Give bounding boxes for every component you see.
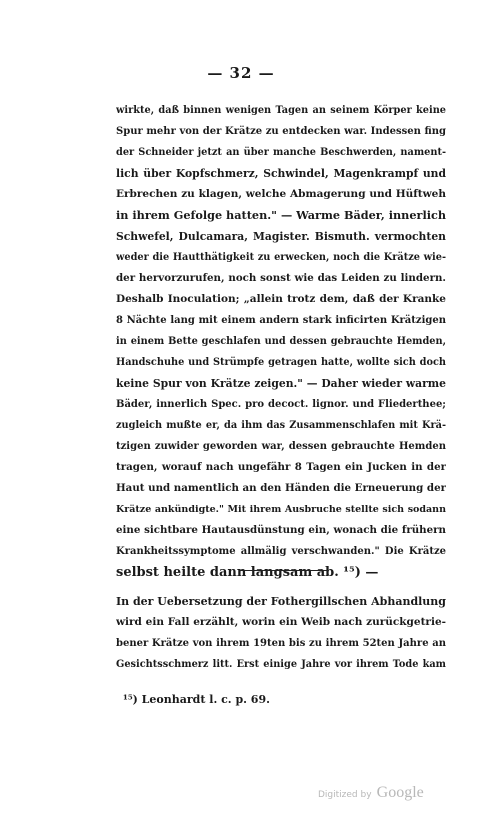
- text-line: Bäder, innerlich Spec. pro decoct. lignor. und Fliederthee;: [116, 399, 446, 410]
- text-line: zugleich mußte er, da ihm das Zusammenschlafen mit Krä-: [116, 420, 446, 431]
- text-line: tzigen zuwider geworden war, dessen gebrauchte Hemden: [116, 441, 446, 452]
- section-divider: [240, 570, 328, 571]
- text-line: Deshalb Inoculation; „allein trotz dem, daß der Kranke: [116, 293, 446, 305]
- text-line: 8 Nächte lang mit einem andern stark inficirten Krätzigen: [116, 315, 446, 326]
- text-line: in ihrem Gefolge hatten." — Warme Bäder, innerlich: [116, 208, 446, 222]
- text-line: tragen, worauf nach ungefähr 8 Tagen ein Jucken in der: [116, 461, 446, 473]
- text-line: In der Uebersetzung der Fothergillschen Abhandlung: [116, 595, 446, 608]
- text-line: Haut und namentlich an den Händen die Erneuerung der: [116, 482, 446, 494]
- footnote: ¹⁵) Leonhardt l. c. p. 69.: [123, 693, 270, 706]
- page-number: — 32 —: [207, 64, 275, 82]
- text-line: keine Spur von Krätze zeigen." — Daher wieder warme: [116, 377, 446, 390]
- text-line: lich über Kopfschmerz, Schwindel, Magenkrampf und: [116, 167, 446, 180]
- digitized-by-label: Digitized by: [318, 790, 372, 800]
- text-line: Krankheitssymptome allmälig verschwanden." Die Krätze: [116, 546, 446, 557]
- text-line: Gesichtsschmerz litt. Erst einige Jahre vor ihrem Tode kam: [116, 659, 446, 670]
- text-line: selbst heilte dann langsam ab. ¹⁵) —: [116, 565, 379, 580]
- text-line: wird ein Fall erzählt, worin ein Weib nach zurückgetrie-: [116, 616, 446, 628]
- text-line: bener Krätze von ihrem 19ten bis zu ihrem 52ten Jahre an: [116, 638, 446, 649]
- text-line: Handschuhe und Strümpfe getragen hatte, wollte sich doch: [116, 357, 446, 368]
- text-line: wirkte, daß binnen wenigen Tagen an seinem Körper keine: [116, 105, 446, 116]
- text-line: Schwefel, Dulcamara, Magister. Bismuth. vermochten: [116, 230, 446, 243]
- text-line: der hervorzurufen, noch sonst wie das Leiden zu lindern.: [116, 272, 446, 284]
- text-line: in einem Bette geschlafen und dessen gebrauchte Hemden,: [116, 336, 446, 347]
- text-line: weder die Hautthätigkeit zu erwecken, noch die Krätze wie-: [116, 252, 446, 263]
- text-line: eine sichtbare Hautausdünstung ein, wonach die frühern: [116, 524, 446, 536]
- text-line: Krätze ankündigte." Mit ihrem Ausbruche stellte sich sodann: [116, 504, 446, 515]
- text-line: der Schneider jetzt an über manche Beschwerden, nament-: [116, 147, 446, 158]
- google-logo: Google: [376, 784, 424, 801]
- second-paragraph: [116, 591, 446, 675]
- text-line: Spur mehr von der Krätze zu entdecken war. Indessen fing: [116, 126, 446, 137]
- main-paragraph: [116, 100, 446, 583]
- digitized-by-watermark: [318, 782, 424, 802]
- text-line: Erbrechen zu klagen, welche Abmagerung und Hüftweh: [116, 188, 446, 200]
